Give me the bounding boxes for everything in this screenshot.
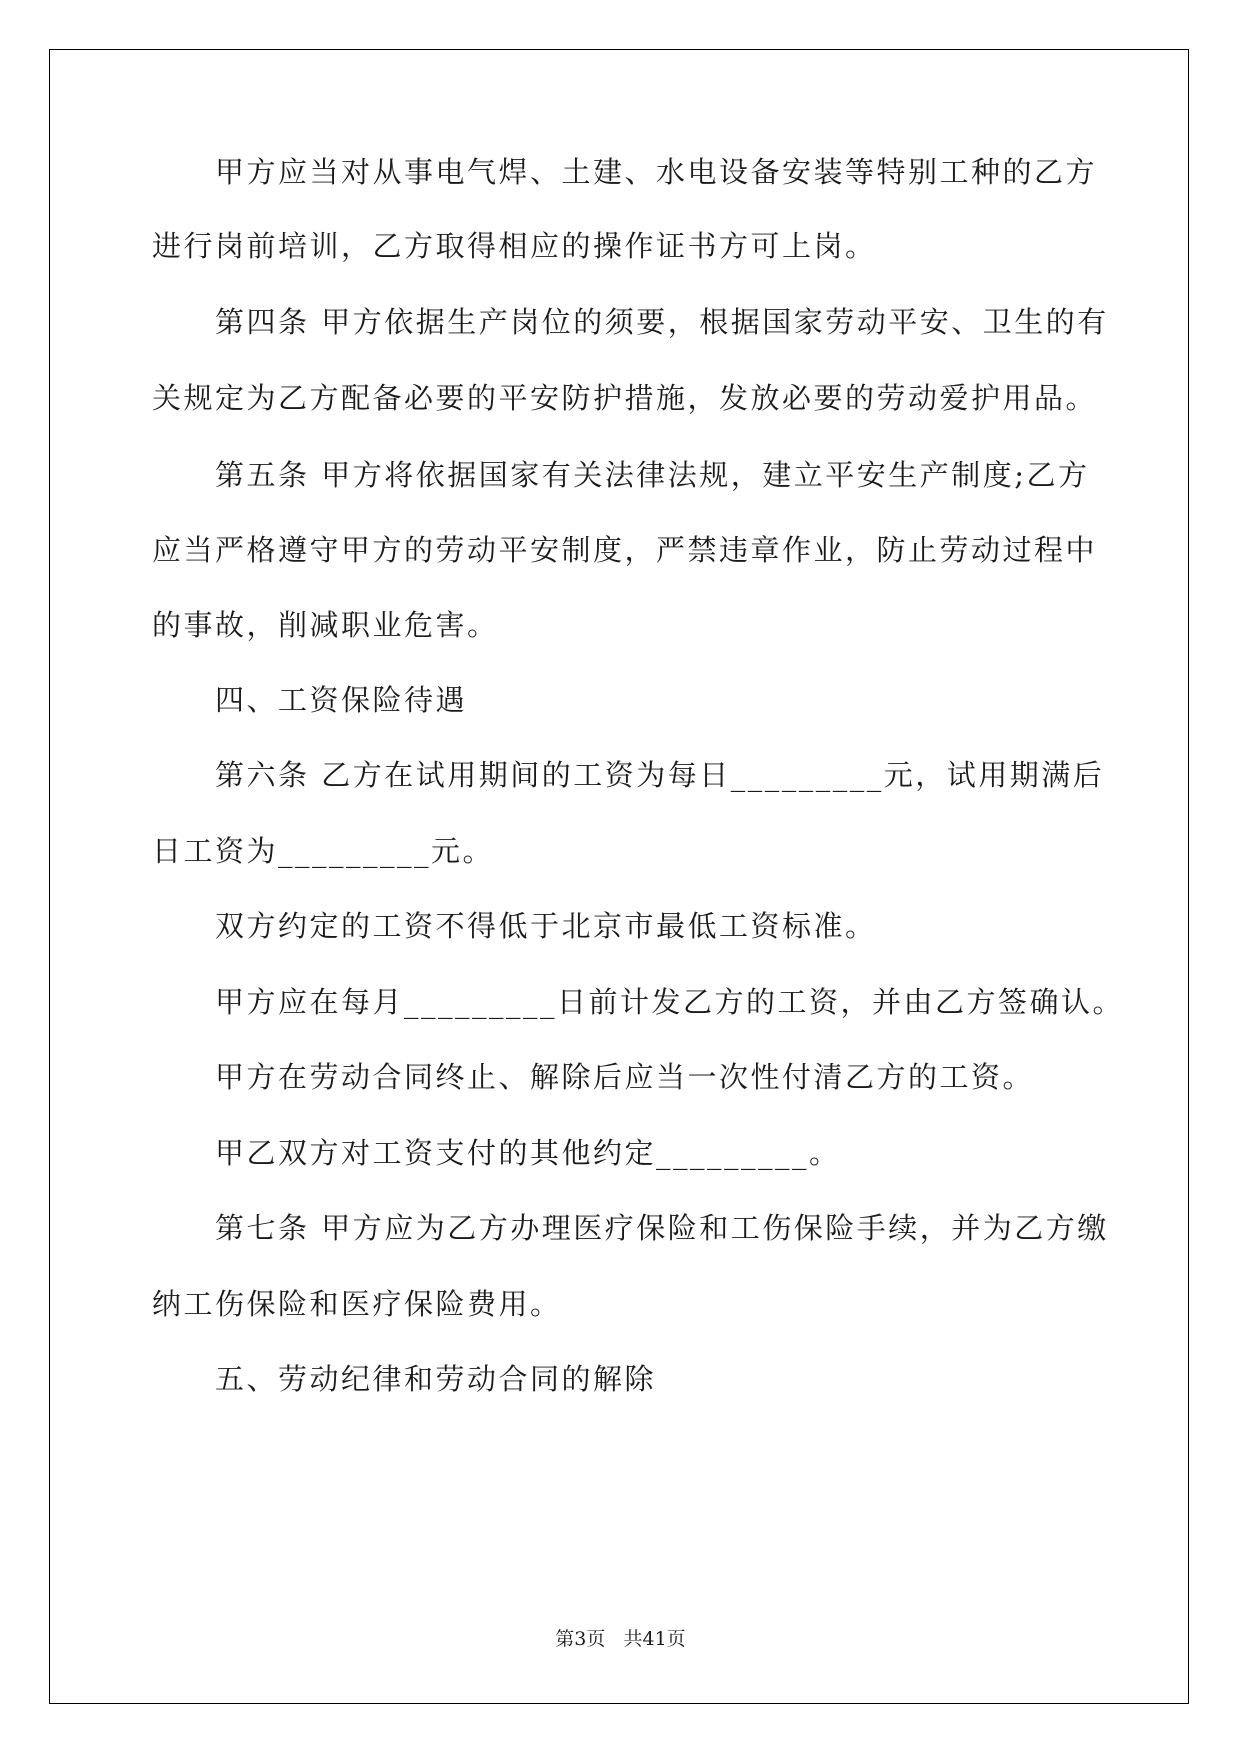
article-5-heading-line: 第五条 甲方将依据国家有关法律法规，建立平安生产制度;乙方 xyxy=(215,458,1090,492)
paragraph-line: 甲方在劳动合同终止、解除后应当一次性付清乙方的工资。 xyxy=(215,1060,1035,1094)
page-border xyxy=(49,49,1189,1704)
paragraph-line: 日工资为_________元。 xyxy=(152,834,495,868)
paragraph-line: 的事故，削减职业危害。 xyxy=(152,608,499,642)
paragraph-line: 甲方应当对从事电气焊、土建、水电设备安装等特别工种的乙方 xyxy=(215,155,1098,189)
paragraph-line: 应当严格遵守甲方的劳动平安制度，严禁违章作业，防止劳动过程中 xyxy=(152,533,1098,567)
paragraph-line: 关规定为乙方配备必要的平安防护措施，发放必要的劳动爱护用品。 xyxy=(152,381,1098,415)
article-6-heading-line: 第六条 乙方在试用期间的工资为每日_________元，试用期满后 xyxy=(215,758,1105,792)
page-number-footer: 第3页 共41页 xyxy=(555,1628,686,1650)
article-4-heading-line: 第四条 甲方依据生产岗位的须要，根据国家劳动平安、卫生的有 xyxy=(215,305,1109,339)
paragraph-line: 纳工伤保险和医疗保险费用。 xyxy=(152,1287,562,1321)
section-5-heading: 五、劳动纪律和劳动合同的解除 xyxy=(215,1362,657,1396)
paragraph-line: 甲方应在每月_________日前计发乙方的工资，并由乙方签确认。 xyxy=(215,985,1125,1019)
paragraph-line: 双方约定的工资不得低于北京市最低工资标准。 xyxy=(215,909,877,943)
article-7-heading-line: 第七条 甲方应为乙方办理医疗保险和工伤保险手续，并为乙方缴 xyxy=(215,1211,1109,1245)
paragraph-line: 甲乙双方对工资支付的其他约定_________。 xyxy=(215,1136,841,1170)
paragraph-line: 进行岗前培训，乙方取得相应的操作证书方可上岗。 xyxy=(152,229,877,263)
section-4-heading: 四、工资保险待遇 xyxy=(215,683,468,717)
